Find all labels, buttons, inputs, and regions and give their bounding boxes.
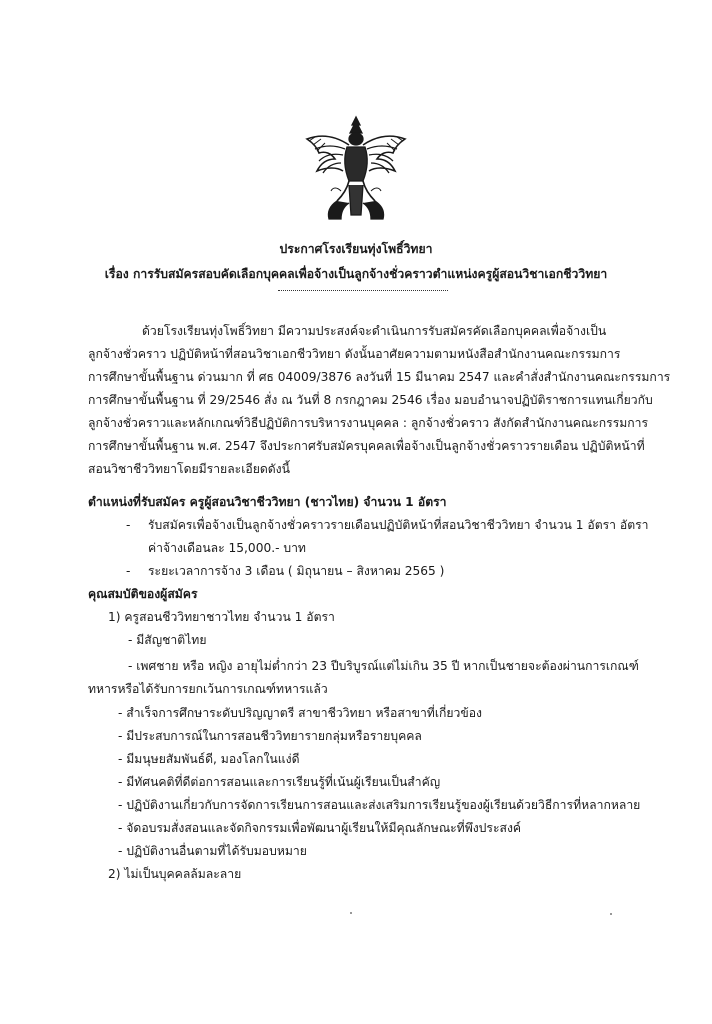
announcement-subject: เรื่อง การรับสมัครสอบคัดเลือกบุคคลเพื่อจ้างเป็นลูกจ้างชั่วคราวตำแหน่งครูผู้สอนวิชาเอกชีววิทยา [104,267,608,281]
garuda-emblem-icon [297,115,415,223]
position-item-1: รับสมัครเพื่อจ้างเป็นลูกจ้างชั่วคราวรายเดือนปฏิบัติหน้าที่สอนวิชาชีววิทยา จำนวน 1 อัตรา อัตรา [148,518,649,532]
qualification-item-1: 1) ครูสอนชีววิทยาชาวไทย จำนวน 1 อัตรา [108,610,335,624]
qualification-detail-3: - สำเร็จการศึกษาระดับปริญญาตรี สาขาชีววิทยา หรือสาขาที่เกี่ยวข้อง [118,706,482,720]
position-heading: ตำแหน่งที่รับสมัคร ครูผู้สอนวิชาชีววิทยา (ชาวไทย) จำนวน 1 อัตรา [88,495,447,509]
scan-speck [350,912,352,914]
qualification-detail-2: - เพศชาย หรือ หญิง อายุไม่ต่ำกว่า 23 ปีบริบูรณ์แต่ไม่เกิน 35 ปี หากเป็นชายจะต้องผ่านการเกณฑ์ [128,659,639,673]
qualification-detail-6: - มีทัศนคติที่ดีต่อการสอนและการเรียนรู้ที่เน้นผู้เรียนเป็นสำคัญ [118,775,441,789]
qualification-detail-8: - จัดอบรมสั่งสอนและจัดกิจกรรมเพื่อพัฒนาผู้เรียนให้มีคุณลักษณะที่พึงประสงค์ [118,821,522,835]
intro-line-2: ลูกจ้างชั่วคราว ปฏิบัติหน้าที่สอนวิชาเอกชีววิทยา ดังนั้นอาศัยความตามหนังสือสำนักงานคณะกรรมการ [88,347,621,361]
qualifications-heading: คุณสมบัติของผู้สมัคร [88,587,198,601]
intro-line-7: สอนวิชาชีววิทยาโดยมีรายละเอียดดังนี้ [88,462,290,476]
position-item-2: ระยะเวลาการจ้าง 3 เดือน ( มิถุนายน – สิงหาคม 2565 ) [148,564,445,578]
intro-line-4: การศึกษาขั้นพื้นฐาน ที่ 29/2546 สั่ง ณ วันที่ 8 กรกฎาคม 2546 เรื่อง มอบอำนาจปฏิบัติราชการแทนเกี่ยวกับ [88,393,653,407]
qualification-detail-5: - มีมนุษยสัมพันธ์ดี, มองโลกในแง่ดี [118,752,300,766]
announcement-title: ประกาศโรงเรียนทุ่งโพธิ์วิทยา [279,242,433,256]
intro-line-5: ลูกจ้างชั่วคราวและหลักเกณฑ์วิธีปฏิบัติการบริหารงานบุคคล : ลูกจ้างชั่วคราว สังกัดสำนักงานคณะกรรมการ [88,416,649,430]
scan-speck [610,913,612,915]
qualification-detail-2-cont: ทหารหรือได้รับการยกเว้นการเกณฑ์ทหารแล้ว [88,682,328,696]
intro-line-1: ด้วยโรงเรียนทุ่งโพธิ์วิทยา มีความประสงค์จะดำเนินการรับสมัครคัดเลือกบุคคลเพื่อจ้างเป็น [142,324,607,338]
qualification-item-2: 2) ไม่เป็นบุคคลล้มละลาย [108,867,242,881]
qualification-detail-9: - ปฏิบัติงานอื่นตามที่ได้รับมอบหมาย [118,844,307,858]
position-bullet-2: - [126,564,131,578]
title-divider [278,290,448,291]
qualification-detail-1: - มีสัญชาติไทย [128,633,207,647]
position-item-1-cont: ค่าจ้างเดือนละ 15,000.- บาท [148,541,306,555]
qualification-detail-7: - ปฏิบัติงานเกี่ยวกับการจัดการเรียนการสอนและส่งเสริมการเรียนรู้ของผู้เรียนด้วยวิธีการที่หลากหลาย [118,798,641,812]
qualification-detail-4: - มีประสบการณ์ในการสอนชีววิทยารายกลุ่มหรือรายบุคคล [118,729,422,743]
position-bullet-1: - [126,518,131,532]
intro-line-6: การศึกษาขั้นพื้นฐาน พ.ศ. 2547 จึงประกาศรับสมัครบุคคลเพื่อจ้างเป็นลูกจ้างชั่วคราวรายเดือน ปฏิบัติหน้าที่ [88,439,645,453]
intro-line-3: การศึกษาขั้นพื้นฐาน ด่วนมาก ที่ ศธ 04009/3876 ลงวันที่ 15 มีนาคม 2547 และคำสั่งสำนักงานคณะกรรมการ [88,370,671,384]
